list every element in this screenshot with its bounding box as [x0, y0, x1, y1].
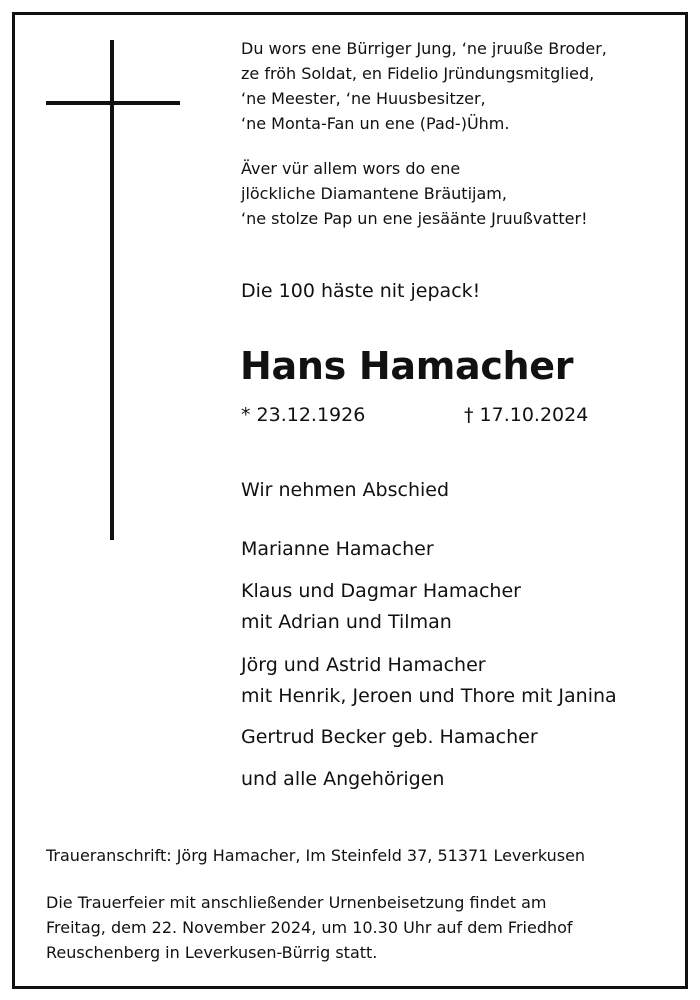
death-date: † 17.10.2024	[464, 404, 589, 426]
verse-line: Äver vür allem wors do ene	[241, 159, 461, 178]
mourner-entry	[241, 576, 521, 638]
verse-line: ‘ne stolze Pap un ene jesäänte Jruußvatter!	[241, 209, 588, 228]
birth-date: * 23.12.1926	[241, 404, 366, 426]
cross-vertical-bar	[110, 40, 114, 540]
mourner-line: Klaus und Dagmar Hamacher	[241, 580, 521, 602]
cross-horizontal-bar	[46, 101, 180, 105]
verse-line: ze fröh Soldat, en Fidelio Jründungsmitglied,	[241, 64, 595, 83]
verse-stanza-1	[241, 36, 607, 136]
mourner-line: mit Adrian und Tilman	[241, 611, 452, 633]
service-line: Die Trauerfeier mit anschließender Urnenbeisetzung findet am	[46, 893, 547, 912]
mourner-entry	[241, 650, 617, 712]
mourner-line: Marianne Hamacher	[241, 538, 434, 560]
verse-line: ‘ne Monta-Fan un ene (Pad-)Ühm.	[241, 114, 510, 133]
mourner-entry	[241, 722, 538, 753]
service-line: Reuschenberg in Leverkusen-Bürrig statt.	[46, 943, 378, 962]
verse-stanza-2	[241, 156, 587, 231]
service-line: Freitag, dem 22. November 2024, um 10.30 Uhr auf dem Friedhof	[46, 918, 573, 937]
condolence-address: Traueranschrift: Jörg Hamacher, Im Steinfeld 37, 51371 Leverkusen	[46, 846, 586, 865]
mourner-line: mit Henrik, Jeroen und Thore mit Janina	[241, 685, 617, 707]
verse-line: ‘ne Meester, ‘ne Huusbesitzer,	[241, 89, 486, 108]
mourner-entry	[241, 534, 434, 565]
verse-line: Du wors ene Bürriger Jung, ‘ne jruuße Broder,	[241, 39, 607, 58]
mourner-line: und alle Angehörigen	[241, 768, 445, 790]
lead-line: Die 100 häste nit jepack!	[241, 280, 481, 302]
deceased-name: Hans Hamacher	[240, 344, 574, 388]
mourner-line: Gertrud Becker geb. Hamacher	[241, 726, 538, 748]
farewell-line: Wir nehmen Abschied	[241, 479, 450, 501]
mourner-line: Jörg und Astrid Hamacher	[241, 654, 486, 676]
verse-line: jlöckliche Diamantene Bräutijam,	[241, 184, 507, 203]
mourner-entry	[241, 764, 444, 795]
funeral-service-info	[46, 890, 573, 965]
